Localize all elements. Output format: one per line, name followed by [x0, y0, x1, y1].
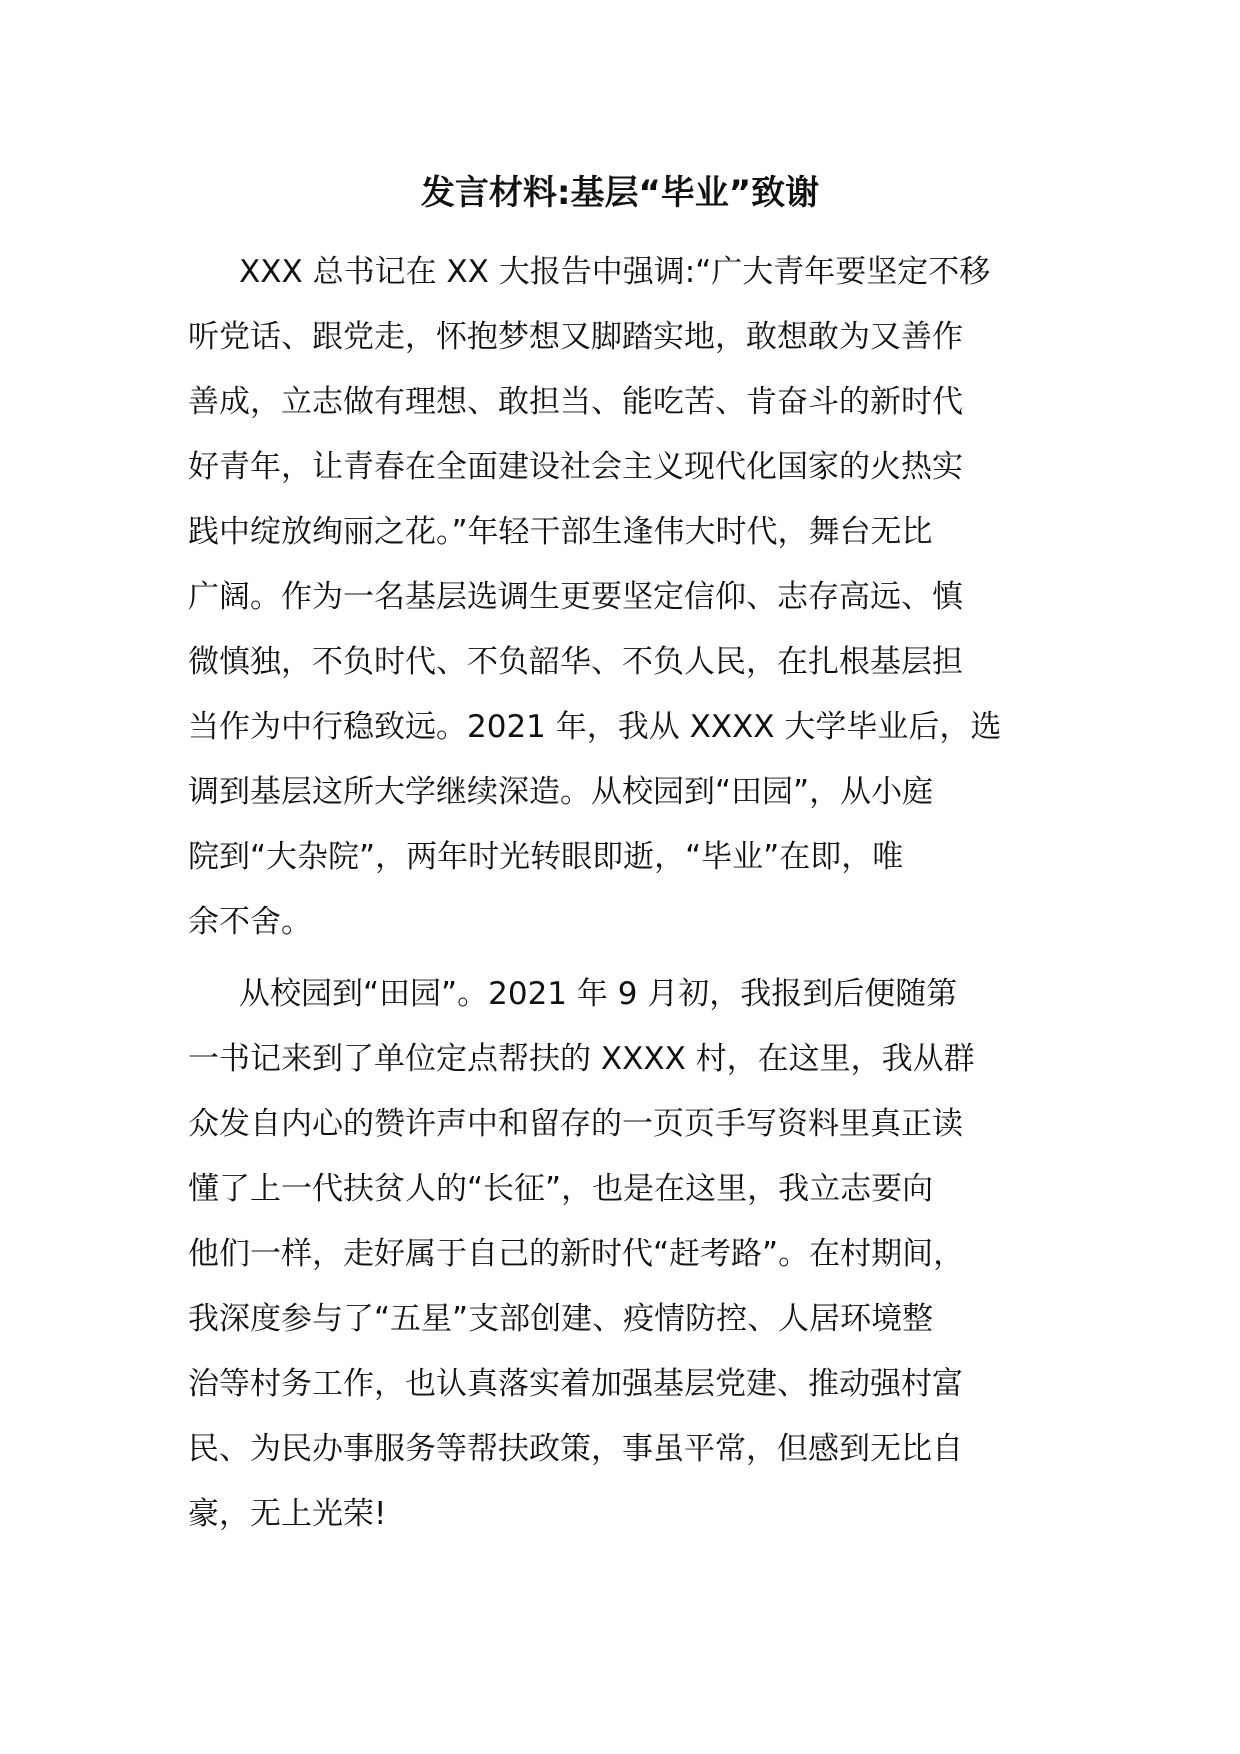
text-line: XXX 总书记在 XX 大报告中强调:“广大青年要坚定不移: [239, 254, 991, 290]
text-line: 当作为中行稳致远。2021 年，我从 XXXX 大学毕业后，选: [188, 709, 1002, 745]
paragraph-2: [188, 962, 1058, 1547]
document-title: 发言材料:基层“毕业”致谢: [420, 173, 820, 213]
text-line: 民、为民办事服务等帮扶政策，事虽平常，但感到无比自: [188, 1431, 963, 1467]
text-line: 我深度参与了“五星”支部创建、疫情防控、人居环境整: [188, 1301, 934, 1337]
text-line: 善成，立志做有理想、敢担当、能吃苦、肯奋斗的新时代: [188, 384, 963, 420]
text-line: 豪，无上光荣!: [188, 1496, 387, 1532]
text-line: 广阔。作为一名基层选调生更要坚定信仰、志存高远、慎: [188, 579, 963, 615]
paragraph-1: [188, 240, 1058, 955]
text-line: 践中绽放绚丽之花。”年轻干部生逢伟大时代，舞台无比: [188, 514, 933, 550]
document-body: [188, 240, 1058, 1554]
text-line: 治等村务工作，也认真落实着加强基层党建、推动强村富: [188, 1366, 963, 1402]
text-line: 好青年，让青春在全面建设社会主义现代化国家的火热实: [188, 449, 963, 485]
text-line: 调到基层这所大学继续深造。从校园到“田园”，从小庭: [188, 774, 934, 810]
text-line: 院到“大杂院”，两年时光转眼即逝，“毕业”在即，唯: [188, 839, 904, 875]
text-line: 众发自内心的赞许声中和留存的一页页手写资料里真正读: [188, 1106, 963, 1142]
text-line: 余不舍。: [188, 904, 312, 940]
text-line: 听党话、跟党走，怀抱梦想又脚踏实地，敢想敢为又善作: [188, 319, 963, 355]
text-line: 一书记来到了单位定点帮扶的 XXXX 村，在这里，我从群: [188, 1041, 975, 1077]
text-line: 他们一样，走好属于自己的新时代“赶考路”。在村期间，: [188, 1236, 965, 1272]
text-line: 懂了上一代扶贫人的“长征”，也是在这里，我立志要向: [188, 1171, 934, 1207]
text-line: 微慎独，不负时代、不负韶华、不负人民，在扎根基层担: [188, 644, 963, 680]
text-line: 从校园到“田园”。2021 年 9 月初，我报到后便随第: [239, 976, 958, 1012]
